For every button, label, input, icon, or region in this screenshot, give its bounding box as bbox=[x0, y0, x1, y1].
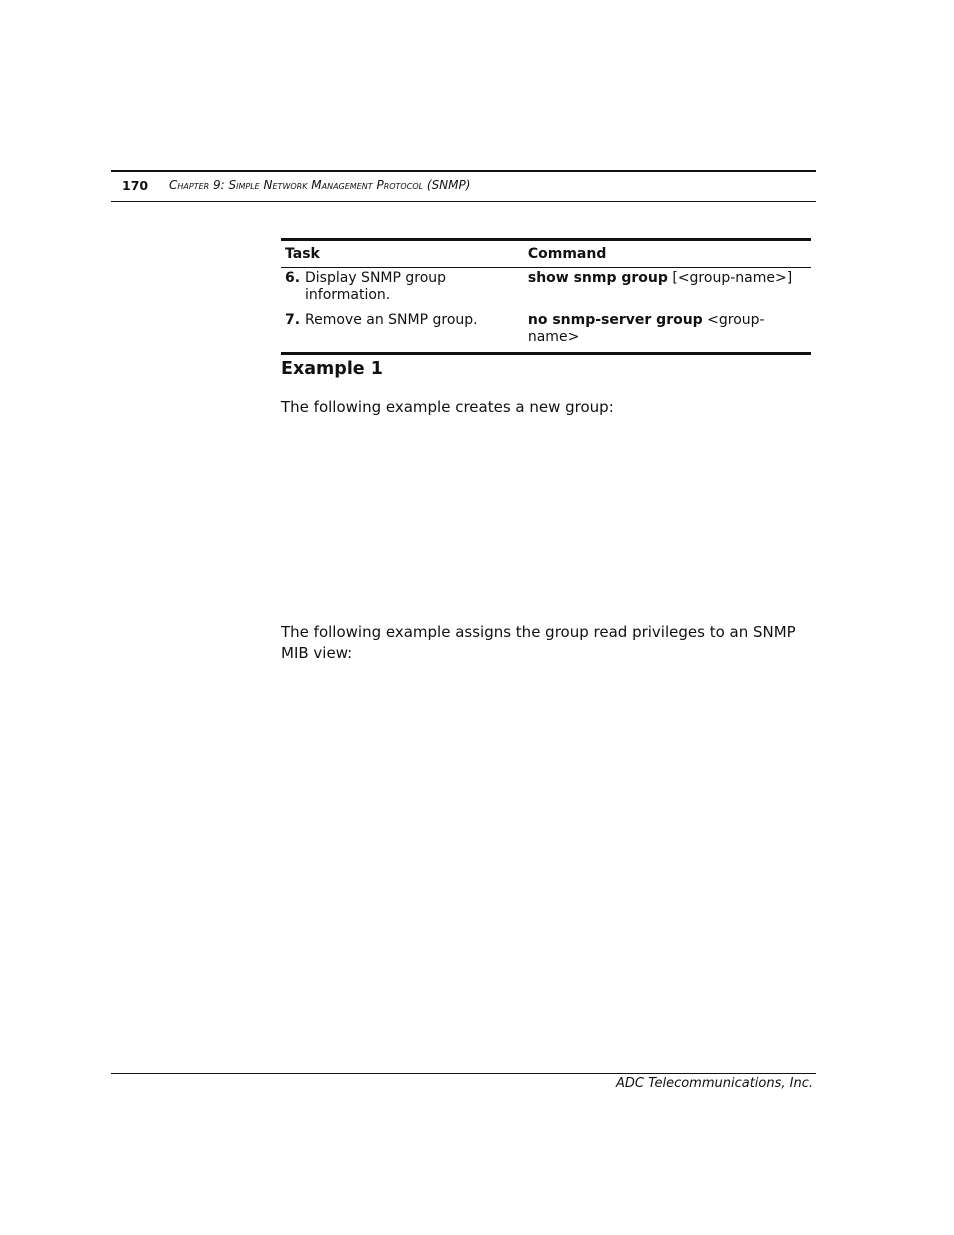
header-rule-top bbox=[111, 170, 816, 172]
command-keyword: no snmp-server group bbox=[527, 312, 703, 328]
example-heading: Example 1 bbox=[281, 359, 383, 379]
task-text: Display SNMP group information. bbox=[305, 270, 447, 303]
command-keyword: show snmp group bbox=[527, 270, 668, 286]
command-argument: [<group-name>] bbox=[667, 270, 793, 286]
task-command-table bbox=[281, 238, 811, 355]
chapter-label: Chapter 9 bbox=[169, 178, 221, 192]
step-number: 7. bbox=[285, 312, 301, 328]
task-cell bbox=[281, 268, 524, 311]
chapter-title: Chapter 9: Simple Network Management Protocol (SNMP) bbox=[169, 178, 471, 192]
column-header-command: Command bbox=[527, 246, 607, 262]
command-cell bbox=[524, 310, 811, 354]
column-header-task: Task bbox=[285, 246, 320, 262]
footer-rule bbox=[111, 1073, 816, 1074]
command-cell bbox=[524, 268, 811, 311]
header-rule-bottom bbox=[111, 201, 816, 202]
table-header-row bbox=[281, 240, 811, 268]
command-argument: <group-name> bbox=[527, 312, 765, 345]
example-paragraph-2: The following example assigns the group read privileges to an SNMP MIB view: bbox=[281, 623, 796, 662]
task-cell bbox=[281, 310, 524, 354]
task-text: Remove an SNMP group. bbox=[305, 312, 478, 328]
example-paragraph-1: The following example creates a new group: bbox=[281, 398, 614, 416]
page-number: 170 bbox=[122, 178, 149, 193]
footer-company: ADC Telecommunications, Inc. bbox=[616, 1076, 813, 1091]
chapter-name: Simple Network Management Protocol (SNMP) bbox=[228, 178, 471, 192]
table-row bbox=[281, 268, 811, 311]
table-row bbox=[281, 310, 811, 354]
step-number: 6. bbox=[285, 270, 301, 286]
